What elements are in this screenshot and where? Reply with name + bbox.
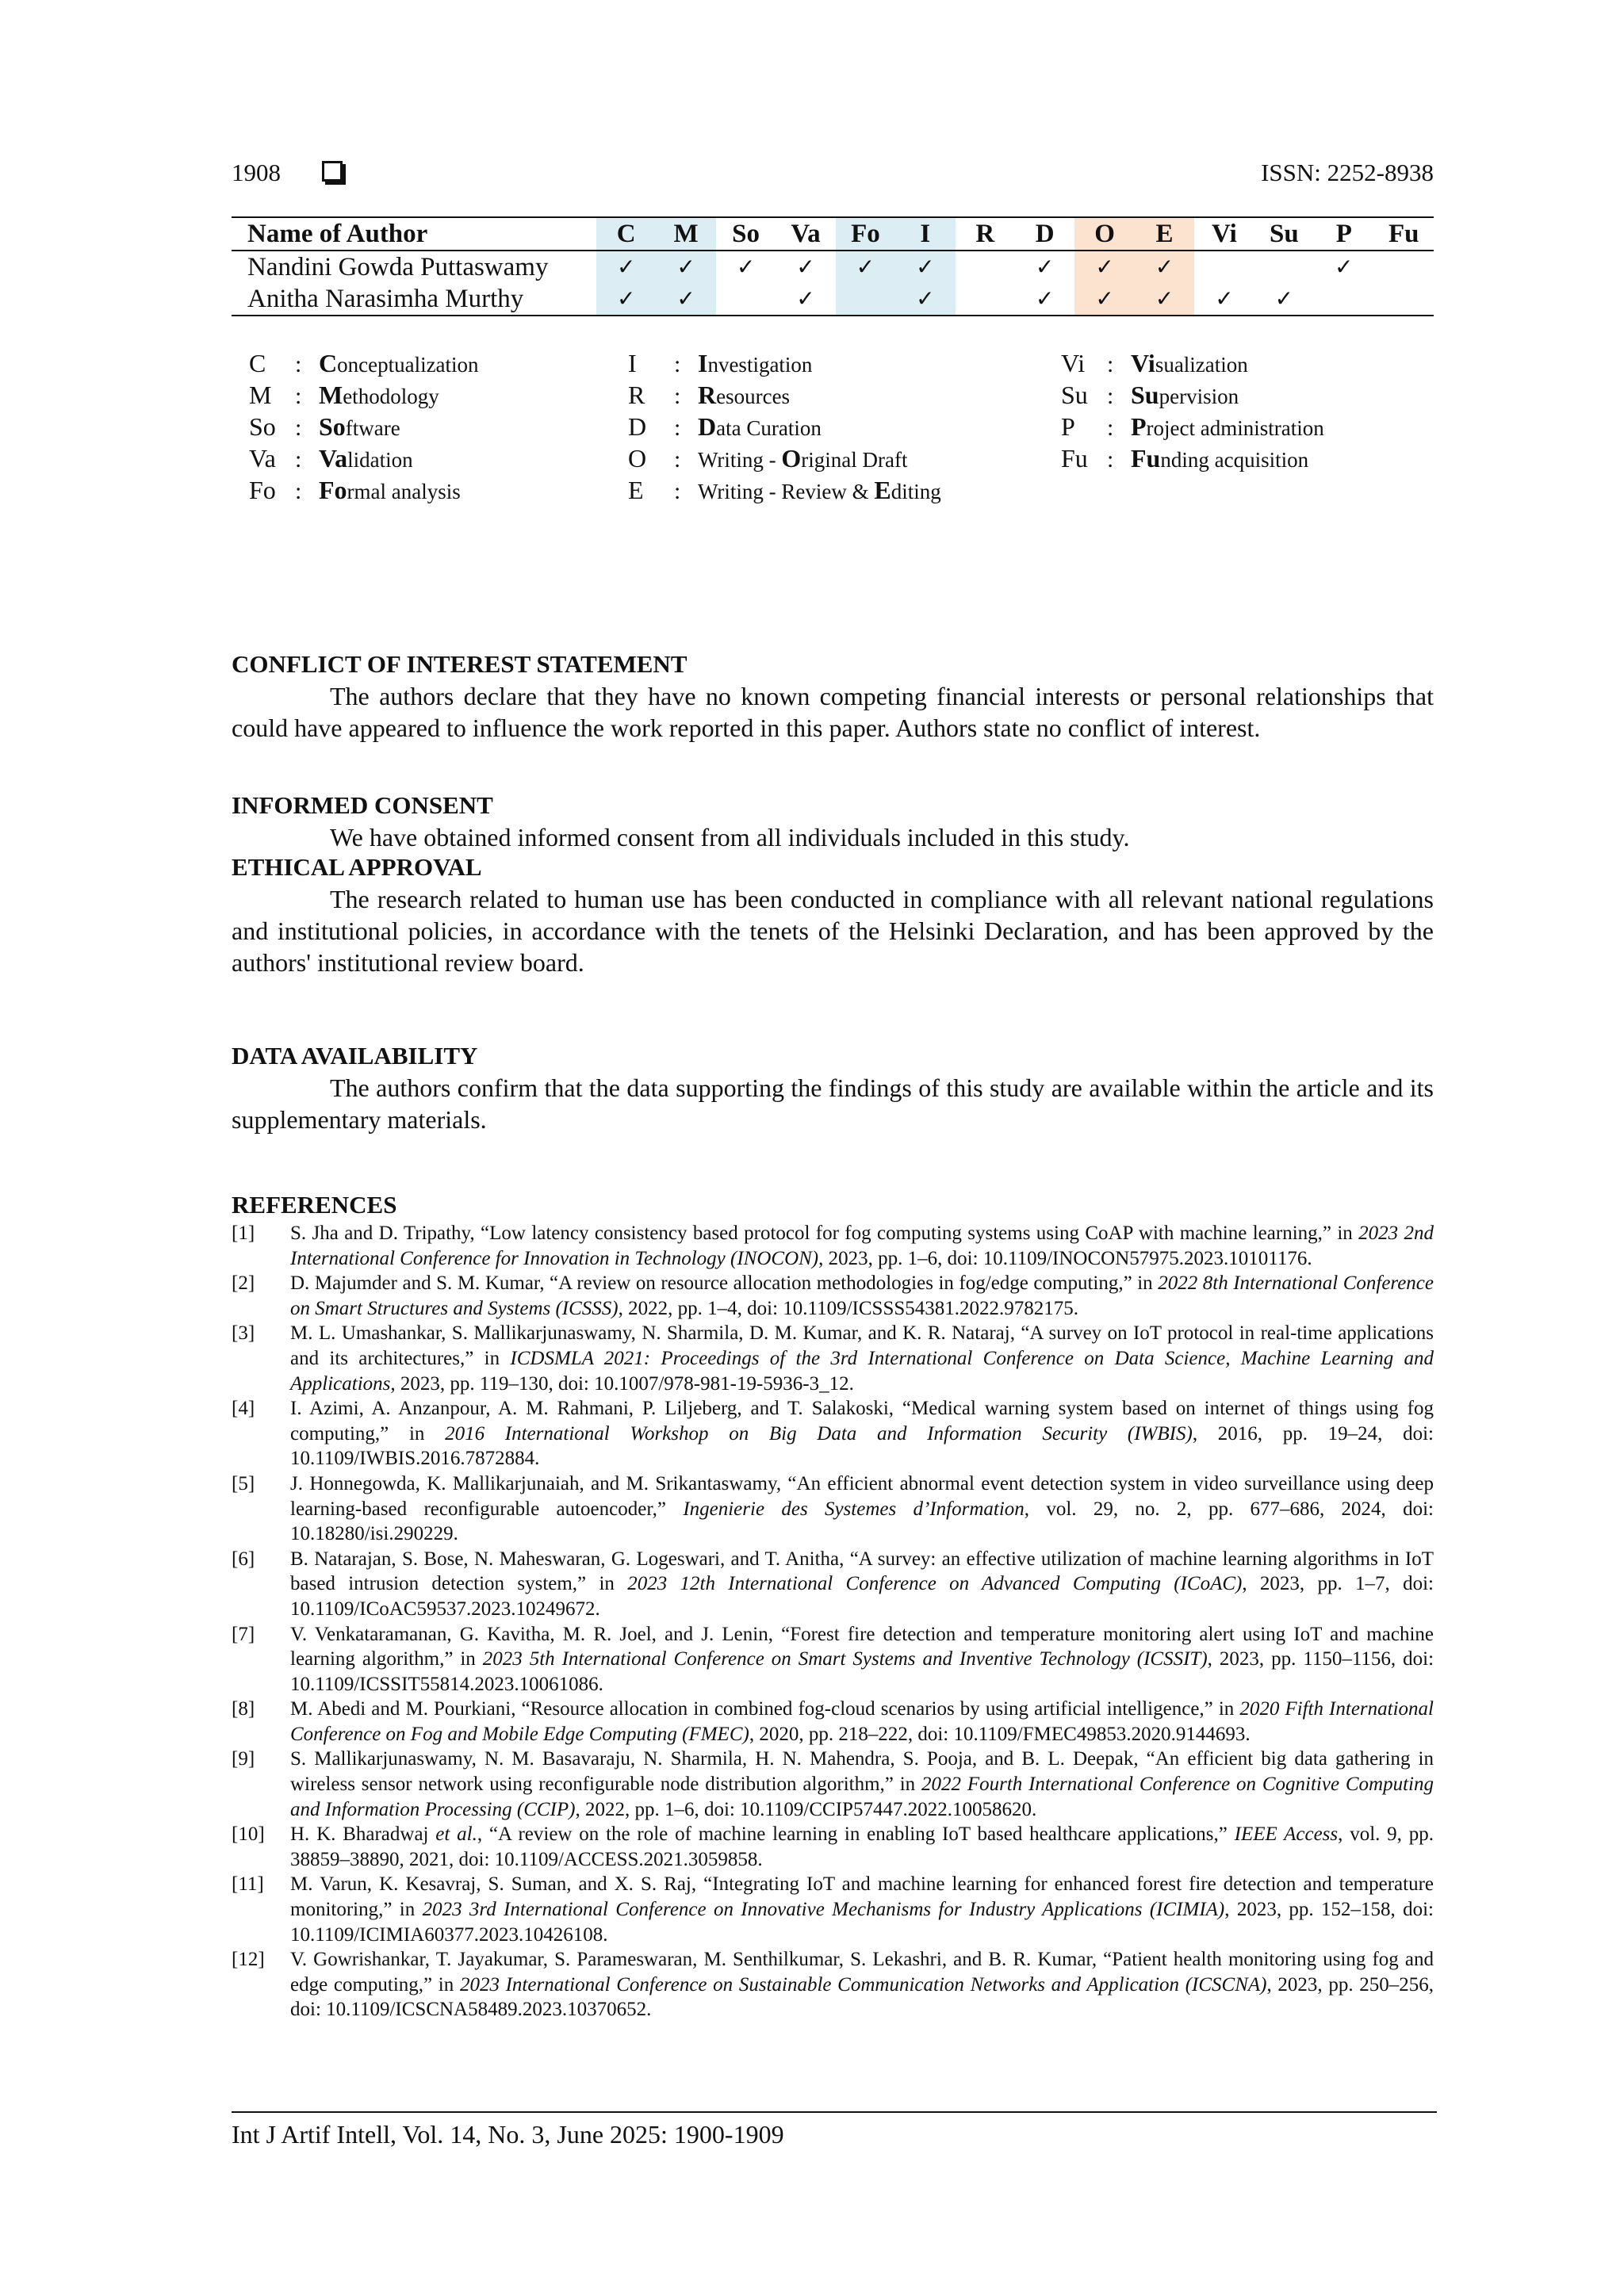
role-header-m: M	[656, 217, 715, 251]
legend-colon: :	[1107, 351, 1114, 377]
legend-abbr: C	[249, 349, 266, 377]
legend-colon: :	[295, 446, 302, 473]
legend-colon: :	[1107, 446, 1114, 473]
legend-colon: :	[674, 446, 681, 473]
legend-abbr: E	[628, 476, 644, 504]
reference-segment: B. Natarajan, S. Bose, N. Maheswaran, G. Logeswari, and T. Anitha, “A survey: an effective utilization of machine learning algorithms in IoT based intrusion detection system,” in	[290, 1548, 1434, 1595]
role-header-e: E	[1135, 217, 1194, 251]
role-cell	[1074, 283, 1134, 316]
reference-text	[290, 1622, 1434, 1697]
role-cell	[1194, 251, 1254, 283]
legend-desc	[698, 411, 822, 444]
legend-rest: esources	[716, 385, 791, 408]
legend-rest: ftware	[345, 416, 400, 440]
data-availability-paragraph: The authors confirm that the data supporting the findings of this study are available within the article and its supplementary materials.	[232, 1073, 1434, 1134]
legend-desc	[319, 442, 413, 476]
role-cell	[836, 283, 895, 316]
reference-text	[290, 1471, 1434, 1547]
check-icon: ✓	[916, 254, 935, 280]
reference-number: [9]	[232, 1748, 255, 1770]
reference-text	[290, 1396, 1434, 1471]
check-icon: ✓	[1274, 285, 1294, 312]
legend-rest: lidation	[347, 448, 413, 472]
contribution-table	[232, 216, 1434, 316]
role-header-fu: Fu	[1373, 217, 1434, 251]
reference-segment: D. Majumder and S. M. Kumar, “A review on resource allocation methodologies in fog/edge computing,” in	[290, 1272, 1159, 1295]
reference-segment: , 2016, pp. 19–24, doi: 10.1109/IWBIS.2016.7872884.	[290, 1422, 1434, 1470]
contribution-table-body	[232, 251, 1434, 316]
role-cell	[1074, 251, 1134, 283]
reference-number: [6]	[232, 1548, 255, 1570]
legend-item	[249, 347, 479, 379]
check-icon: ✓	[1095, 285, 1114, 312]
role-cell	[956, 251, 1015, 283]
role-cell	[776, 283, 835, 316]
check-icon: ✓	[1035, 254, 1055, 280]
legend-colon: :	[674, 415, 681, 441]
role-cell	[895, 283, 955, 316]
legend-abbr: D	[628, 412, 647, 441]
role-cell	[596, 251, 656, 283]
reference-segment: , 2023, pp. 1150–1156, doi: 10.1109/ICSSIT55814.2023.10061086.	[290, 1648, 1434, 1695]
footer-rule	[232, 2111, 1437, 2113]
name-header: Name of Author	[232, 217, 596, 251]
legend-rest: sualization	[1155, 353, 1248, 377]
legend-colon: :	[674, 383, 681, 409]
reference-item	[232, 1271, 1434, 1321]
author-name: Nandini Gowda Puttaswamy	[247, 253, 549, 281]
legend-colon: :	[1107, 415, 1114, 441]
legend-column	[249, 347, 479, 506]
check-icon: ✓	[796, 285, 815, 312]
ethical-heading: ETHICAL APPROVAL	[232, 853, 482, 881]
role-cell	[716, 251, 776, 283]
reference-number: [1]	[232, 1223, 255, 1244]
reference-item	[232, 1547, 1434, 1622]
legend-desc	[1131, 442, 1308, 476]
role-cell	[1015, 251, 1074, 283]
reference-segment: M. L. Umashankar, S. Mallikarjunaswamy, N. Sharmila, D. M. Kumar, and K. R. Nataraj, “A survey on IoT protocol in real-time applications and its architectures,” in	[290, 1322, 1434, 1369]
legend-highlight: Fu	[1131, 444, 1161, 473]
check-icon: ✓	[616, 285, 636, 312]
reference-segment: M. Varun, K. Kesavraj, S. Suman, and X. S. Raj, “Integrating IoT and machine learning for enhanced forest fire detection and temperature monitoring,” in	[290, 1873, 1434, 1921]
role-cell	[956, 283, 1015, 316]
legend-highlight: O	[781, 444, 802, 473]
legend-abbr: P	[1061, 412, 1075, 441]
check-icon: ✓	[616, 254, 636, 280]
legend-rest: riginal Draft	[801, 448, 908, 472]
legend-colon: :	[674, 478, 681, 504]
consent-paragraph: We have obtained informed consent from all individuals included in this study.	[330, 823, 1130, 851]
reference-venue: 2022 Fourth International Conference on Cognitive Computing and Information Processing (CCIP)	[290, 1774, 1434, 1820]
role-cell	[1135, 283, 1194, 316]
reference-text	[290, 1747, 1434, 1822]
legend-rest: onceptualization	[337, 353, 479, 377]
legend-highlight: Va	[319, 444, 348, 473]
reference-number: [8]	[232, 1698, 255, 1720]
reference-number: [11]	[232, 1873, 264, 1896]
legend-highlight: C	[319, 349, 338, 377]
legend-highlight: P	[1131, 412, 1147, 441]
legend-desc	[319, 347, 479, 381]
role-cell	[776, 251, 835, 283]
role-cell	[1314, 283, 1373, 316]
role-header-fo: Fo	[836, 217, 895, 251]
role-cell	[836, 251, 895, 283]
reference-venue: Ingenierie des Systemes d’Information	[683, 1498, 1025, 1520]
references-section	[232, 1189, 1434, 2022]
reference-segment: , vol. 9, pp. 38859–38890, 2021, doi: 10.1109/ACCESS.2021.3059858.	[290, 1823, 1434, 1870]
legend-item	[628, 442, 941, 474]
role-header-r: R	[956, 217, 1015, 251]
reference-segment: S. Jha and D. Tripathy, “Low latency consistency based protocol for fog computing systems using CoAP with machine learning,” in	[290, 1223, 1359, 1244]
legend-item	[1061, 347, 1324, 379]
legend-item	[249, 411, 479, 442]
consent-heading: INFORMED CONSENT	[232, 791, 493, 819]
reference-venue: 2023 2nd International Conference for Innovation in Technology (INOCON)	[290, 1223, 1434, 1269]
reference-item	[232, 1622, 1434, 1697]
author-row	[232, 283, 1434, 316]
legend-abbr: Fu	[1061, 444, 1088, 473]
role-header-vi: Vi	[1194, 217, 1254, 251]
reference-venue: 2020 Fifth International Conference on Fog and Mobile Edge Computing (FMEC)	[290, 1698, 1434, 1745]
legend-abbr: I	[628, 349, 637, 377]
reference-segment: , 2022, pp. 1–6, doi: 10.1109/CCIP57447.2022.10058620.	[575, 1798, 1037, 1820]
legend-column	[1061, 347, 1324, 474]
reference-item	[232, 1221, 1434, 1271]
role-cell	[1254, 251, 1314, 283]
page-footer: Int J Artif Intell, Vol. 14, No. 3, June 2025: 1900-1909	[232, 2120, 784, 2149]
reference-segment: , 2022, pp. 1–4, doi: 10.1109/ICSSS54381.2022.9782175.	[618, 1297, 1078, 1319]
reference-text	[290, 1547, 1434, 1622]
reference-venue: 2023 5th International Conference on Smart Systems and Inventive Technology (ICSSIT)	[482, 1648, 1208, 1670]
legend-item	[249, 474, 479, 506]
page-number: 1908	[232, 159, 281, 186]
check-icon: ✓	[1155, 254, 1174, 280]
legend-highlight: Fo	[319, 476, 347, 504]
legend-highlight: So	[319, 412, 346, 441]
reference-segment: M. Abedi and M. Pourkiani, “Resource allocation in combined fog-cloud scenarios by using artificial intelligence,” in	[290, 1698, 1240, 1720]
reference-venue: 2023 3rd International Conference on Innovative Mechanisms for Industry Applications (ICIMIA)	[422, 1899, 1225, 1921]
legend-abbr: R	[628, 381, 645, 409]
check-icon: ✓	[1035, 285, 1055, 312]
legend-prefix: Writing - Review &	[698, 480, 875, 503]
reference-number: [3]	[232, 1322, 255, 1345]
reference-segment: , 2023, pp. 1–7, doi: 10.1109/ICoAC59537.2023.10249672.	[290, 1573, 1434, 1620]
role-cell	[1254, 283, 1314, 316]
reference-venue: ICDSMLA 2021: Proceedings of the 3rd International Conference on Data Science, Machine Learning and Applications	[290, 1347, 1434, 1395]
reference-text	[290, 1321, 1434, 1396]
legend-item	[1061, 379, 1324, 411]
author-name: Anitha Narasimha Murthy	[232, 283, 596, 316]
role-header-c: C	[596, 217, 656, 251]
legend-rest: nding acquisition	[1160, 448, 1309, 472]
reference-list	[232, 1221, 1434, 2022]
reference-text	[290, 1697, 1434, 1747]
page-header	[232, 155, 1434, 190]
legend-highlight: I	[698, 349, 708, 377]
legend-desc	[1131, 347, 1248, 381]
legend-highlight: D	[698, 412, 717, 441]
conflict-paragraph: The authors declare that they have no known competing financial interests or personal relationships that could have appeared to influence the work reported in this paper. Authors state no conflict of interest.	[232, 682, 1434, 742]
check-icon: ✓	[676, 285, 695, 312]
legend-highlight: E	[874, 476, 891, 504]
legend-colon: :	[295, 351, 302, 377]
legend-abbr: So	[249, 412, 276, 441]
reference-venue: et al.	[435, 1823, 477, 1846]
legend-abbr: M	[249, 381, 272, 409]
legend-item	[249, 379, 479, 411]
legend-highlight: R	[698, 381, 717, 409]
legend-desc	[698, 442, 907, 476]
check-icon: ✓	[796, 254, 815, 280]
legend-rest: diting	[891, 480, 941, 503]
role-header-o: O	[1074, 217, 1134, 251]
reference-venue: 2022 8th International Conference on Smart Structures and Systems (ICSSS)	[290, 1272, 1434, 1319]
legend-item	[628, 347, 941, 379]
legend-rest: roject administration	[1146, 416, 1324, 440]
role-cell	[1015, 283, 1074, 316]
legend-abbr: O	[628, 444, 647, 473]
legend-colon: :	[295, 415, 302, 441]
reference-number: [4]	[232, 1398, 255, 1420]
reference-number: [7]	[232, 1623, 255, 1645]
legend-desc	[1131, 411, 1324, 444]
check-icon: ✓	[736, 254, 756, 280]
ethical-section	[232, 851, 1434, 978]
reference-item	[232, 1471, 1434, 1547]
legend-item	[249, 442, 479, 474]
conflict-heading: CONFLICT OF INTEREST STATEMENT	[232, 650, 688, 678]
role-header-so: So	[716, 217, 776, 251]
legend-rest: nvestigation	[707, 353, 813, 377]
consent-section	[232, 790, 1434, 853]
reference-number: [10]	[232, 1823, 265, 1846]
role-header-su: Su	[1254, 217, 1314, 251]
ethical-paragraph: The research related to human use has been conducted in compliance with all relevant national regulations and institutional policies, in accordance with the tenets of the Helsinki Declaration, and has been approved by the authors' institutional review board.	[232, 885, 1434, 977]
legend-desc	[1131, 379, 1239, 412]
legend-highlight: Vi	[1131, 349, 1155, 377]
legend-rest: pervision	[1159, 385, 1239, 408]
reference-segment: J. Honnegowda, K. Mallikarjunaiah, and M. Srikantaswamy, “An efficient abnormal event detection system in video surveillance using deep learning-based reconfigurable autoencoder,”	[290, 1472, 1434, 1520]
reference-item	[232, 1321, 1434, 1396]
reference-segment: , 2023, pp. 1–6, doi: 10.1109/INOCON57975.2023.10101176.	[818, 1247, 1312, 1269]
reference-item	[232, 1872, 1434, 1947]
role-cell	[716, 283, 776, 316]
reference-segment: , 2023, pp. 119–130, doi: 10.1007/978-981-19-5936-3_12.	[390, 1372, 854, 1395]
check-icon: ✓	[916, 285, 935, 312]
role-cell	[596, 283, 656, 316]
legend-abbr: Va	[249, 444, 276, 473]
contribution-table-header	[232, 217, 1434, 251]
role-cell	[1194, 283, 1254, 316]
reference-segment: , 2023, pp. 250–256, doi: 10.1109/ICSCNA58489.2023.10370652.	[290, 1973, 1434, 2021]
reference-item	[232, 1822, 1434, 1872]
role-cell	[656, 283, 715, 316]
legend-colon: :	[1107, 383, 1114, 409]
legend-rest: ata Curation	[716, 416, 822, 440]
check-icon: ✓	[676, 254, 695, 280]
reference-item	[232, 1396, 1434, 1471]
reference-segment: , vol. 29, no. 2, pp. 677–686, 2024, doi: 10.18280/isi.290229.	[290, 1498, 1434, 1545]
legend-colon: :	[674, 351, 681, 377]
reference-venue: 2016 International Workshop on Big Data and Information Security (IWBIS)	[445, 1422, 1193, 1445]
reference-segment: V. Gowrishankar, T. Jayakumar, S. Parameswaran, M. Senthilkumar, S. Lekashri, and B. R. Kumar, “Patient health monitoring using fog and edge computing,” in	[290, 1949, 1434, 1996]
legend-desc	[698, 379, 790, 412]
author-row	[232, 251, 1434, 283]
legend-abbr: Su	[1061, 381, 1088, 409]
check-icon: ✓	[1095, 254, 1114, 280]
legend-desc	[319, 379, 439, 412]
reference-number: [12]	[232, 1949, 265, 1971]
conflict-section	[232, 649, 1434, 744]
reference-segment: , “A review on the role of machine learning in enabling IoT based healthcare applications,”	[477, 1823, 1235, 1846]
legend-rest: ethodology	[343, 385, 439, 408]
role-cell	[1135, 251, 1194, 283]
role-header-p: P	[1314, 217, 1373, 251]
reference-text	[290, 1947, 1434, 2022]
legend-highlight: M	[319, 381, 343, 409]
reference-venue: 2023 12th International Conference on Advanced Computing (ICoAC)	[627, 1573, 1243, 1595]
role-header-d: D	[1015, 217, 1074, 251]
legend-item	[628, 379, 941, 411]
legend-colon: :	[295, 478, 302, 504]
check-icon: ✓	[856, 254, 875, 280]
reference-item	[232, 1747, 1434, 1822]
reference-segment: S. Mallikarjunaswamy, N. M. Basavaraju, N. Sharmila, H. N. Mahendra, S. Pooja, and B. L. Deepak, “An efficient big data gathering in wireless sensor network using reconfigurable node distribution algorithm,” in	[290, 1748, 1434, 1796]
legend-abbr: Vi	[1061, 349, 1086, 377]
reference-segment: H. K. Bharadwaj	[290, 1823, 436, 1846]
role-header-i: I	[895, 217, 955, 251]
box-bullet-icon	[322, 161, 343, 182]
data-availability-heading: DATA AVAILABILITY	[232, 1042, 478, 1070]
legend-desc	[319, 474, 461, 507]
legend-prefix: Writing -	[698, 448, 782, 472]
legend-item	[1061, 411, 1324, 442]
legend-item	[1061, 442, 1324, 474]
legend-desc	[319, 411, 400, 444]
legend-item	[628, 411, 941, 442]
legend-rest: rmal analysis	[347, 480, 461, 503]
reference-text	[290, 1822, 1434, 1872]
role-cell	[1314, 251, 1373, 283]
role-cell	[1373, 283, 1434, 316]
reference-text	[290, 1221, 1434, 1271]
check-icon: ✓	[1335, 254, 1354, 280]
reference-venue: IEEE Access	[1234, 1823, 1339, 1846]
role-header-va: Va	[776, 217, 835, 251]
data-availability-section	[232, 1040, 1434, 1135]
legend-desc	[698, 474, 941, 507]
reference-venue: 2023 International Conference on Sustainable Communication Networks and Application (ICSCNA)	[459, 1973, 1267, 1996]
legend-abbr: Fo	[249, 476, 276, 504]
reference-segment: , 2023, pp. 152–158, doi: 10.1109/ICIMIA60377.2023.10426108.	[290, 1899, 1434, 1946]
legend-column	[628, 347, 941, 506]
check-icon: ✓	[1155, 285, 1174, 312]
role-cell	[656, 251, 715, 283]
reference-segment: , 2020, pp. 218–222, doi: 10.1109/FMEC49853.2020.9144693.	[749, 1723, 1251, 1745]
legend-item	[628, 474, 941, 506]
role-cell	[895, 251, 955, 283]
reference-item	[232, 1697, 1434, 1747]
reference-number: [5]	[232, 1472, 255, 1494]
legend-highlight: Su	[1131, 381, 1159, 409]
references-heading: REFERENCES	[232, 1191, 397, 1219]
reference-text	[290, 1271, 1434, 1321]
check-icon: ✓	[1215, 285, 1234, 312]
role-cell	[1373, 251, 1434, 283]
legend-colon: :	[295, 383, 302, 409]
reference-segment: I. Azimi, A. Anzanpour, A. M. Rahmani, P. Liljeberg, and T. Salakoski, “Medical warning system based on internet of things using fog computing,” in	[290, 1398, 1434, 1445]
reference-segment: V. Venkataramanan, G. Kavitha, M. R. Joel, and J. Lenin, “Forest fire detection and temperature monitoring alert using IoT and machine learning algorithm,” in	[290, 1623, 1434, 1670]
reference-item	[232, 1947, 1434, 2022]
issn-label: ISSN: 2252-8938	[1261, 159, 1434, 186]
legend-desc	[698, 347, 812, 381]
reference-text	[290, 1872, 1434, 1947]
reference-number: [2]	[232, 1272, 255, 1295]
